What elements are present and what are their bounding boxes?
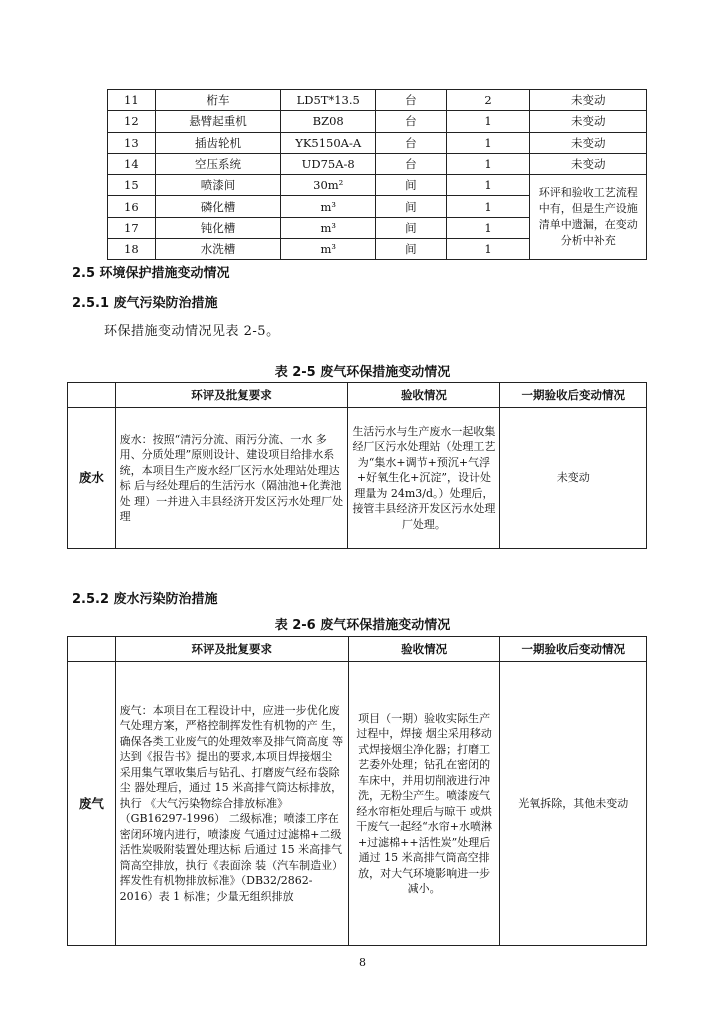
equipment-unit-cell: 台 [376,90,446,111]
paragraph: 环保措施变动情况见表 2-5。 [104,324,280,339]
equipment-note-cell: 未变动 [530,132,647,153]
equipment-no-cell: 15 [108,175,156,196]
equipment-name-cell: 钝化槽 [155,217,281,238]
table-row [108,175,647,196]
equipment-qty-cell: 1 [446,132,530,153]
equipment-qty-cell: 1 [446,175,530,196]
equipment-unit-cell: 间 [376,196,446,217]
category-cell: 废水 [68,408,116,549]
equipment-no-cell: 14 [108,153,156,174]
section-heading-2-5-2: 2.5.2 废水污染防治措施 [72,592,218,607]
equipment-note-cell: 未变动 [530,111,647,132]
header-cell: 环评及批复要求 [115,383,348,408]
equipment-model-cell: BZ08 [281,111,376,132]
equipment-no-cell: 13 [108,132,156,153]
equipment-no-cell: 16 [108,196,156,217]
table-caption-2-6: 表 2-6 废气环保措施变动情况 [274,618,451,633]
equipment-name-cell: 悬臂起重机 [155,111,281,132]
equipment-merged-note-cell: 环评和验收工艺流程中有，但是生产设施清单中遗漏，在变动分析中补充 [530,175,647,260]
equipment-no-cell: 11 [108,90,156,111]
requirement-cell: 废气：本项目在工程设计中，应进一步优化废气处理方案，严格控制挥发性有机物的产 生，确保各类工业废气的处理效率及排气筒高度 等达到《报告书》提出的要求,本项目焊接烟尘 采用集气罩收集后与钻孔、打磨废气经布袋除尘 器处理后，通过 15 米高排气筒达标排放，执行 《大气污染物综合排放标准》（GB16297-1996） 二级标准；喷漆工序在密闭环境内进行，喷漆废 气通过过滤棉+二级活性炭吸附装置处理达标 后通过 15 米高排气筒高空排放，执行《表面涂 装（汽车制造业）挥发性有机物排放标准》（DB32/2862-2016）表 1 标准；少量无组织排放 [115,662,348,946]
equipment-note-cell: 未变动 [530,90,647,111]
equipment-unit-cell: 间 [376,239,446,260]
table-header-row [68,383,647,408]
header-cell [68,637,116,662]
header-cell: 验收情况 [348,637,500,662]
table-row [108,90,647,111]
equipment-name-cell: 桁车 [155,90,281,111]
table-row [108,153,647,174]
equipment-unit-cell: 间 [376,175,446,196]
equipment-model-cell: LD5T*13.5 [281,90,376,111]
equipment-model-cell: UD75A-8 [281,153,376,174]
equipment-no-cell: 12 [108,111,156,132]
equipment-model-cell: 30m² [281,175,376,196]
table-row [108,132,647,153]
acceptance-cell: 生活污水与生产废水一起收集经厂区污水处理站（处理工艺为“集水+调节+预沉+气浮+好氧生化+沉淀”，设计处理量为 24m3/d。）处理后，接管丰县经济开发区污水处理厂处理。 [348,408,500,549]
equipment-name-cell: 水洗槽 [155,239,281,260]
category-cell: 废气 [68,662,116,946]
header-cell: 一期验收后变动情况 [500,383,647,408]
equipment-qty-cell: 1 [446,196,530,217]
section-heading-2-5-1: 2.5.1 废气污染防治措施 [72,296,218,311]
table-row [68,662,647,946]
equipment-qty-cell: 1 [446,153,530,174]
equipment-model-cell: YK5150A-A [281,132,376,153]
equipment-name-cell: 喷漆间 [155,175,281,196]
equipment-no-cell: 17 [108,217,156,238]
requirement-cell: 废水：按照“清污分流、雨污分流、一水 多用、分质处理”原则设计、建设项目给排水系 统，本项目生产废水经厂区污水处理站处理达标 后与经处理后的生活污水（隔油池+化粪池处 理）一并进入丰县经济开发区污水处理厂处理 [115,408,348,549]
equipment-no-cell: 18 [108,239,156,260]
table-2-5 [67,382,647,549]
equipment-qty-cell: 1 [446,217,530,238]
equipment-unit-cell: 间 [376,217,446,238]
table-header-row [68,637,647,662]
equipment-unit-cell: 台 [376,111,446,132]
equipment-name-cell: 插齿轮机 [155,132,281,153]
equipment-table [107,89,647,260]
table-row [108,111,647,132]
equipment-name-cell: 空压系统 [155,153,281,174]
table-caption-2-5: 表 2-5 废气环保措施变动情况 [274,365,451,380]
equipment-model-cell: m³ [281,217,376,238]
header-cell: 一期验收后变动情况 [500,637,647,662]
equipment-qty-cell: 2 [446,90,530,111]
section-heading-2-5: 2.5 环境保护措施变动情况 [72,266,230,281]
equipment-model-cell: m³ [281,196,376,217]
header-cell: 环评及批复要求 [115,637,348,662]
equipment-model-cell: m³ [281,239,376,260]
equipment-qty-cell: 1 [446,239,530,260]
equipment-unit-cell: 台 [376,132,446,153]
table-2-6 [67,636,647,946]
header-cell: 验收情况 [348,383,500,408]
acceptance-cell: 项目（一期）验收实际生产过程中，焊接 烟尘采用移动式焊接烟尘净化器；打磨工艺委外处理；钻孔在密闭的车床中，并用切削液进行冲洗，无粉尘产生。喷漆废气经水帘柜处理后与晾干 或烘干废气一起经“水帘+水喷淋+过滤棉++活性炭”处理后通过 15 米高排气筒高空排放，对大气环境影响进一步减小。 [348,662,500,946]
change-cell: 未变动 [500,408,647,549]
header-cell [68,383,116,408]
change-cell: 光氧拆除，其他未变动 [500,662,647,946]
equipment-name-cell: 磷化槽 [155,196,281,217]
equipment-unit-cell: 台 [376,153,446,174]
page-number: 8 [359,956,366,969]
equipment-qty-cell: 1 [446,111,530,132]
equipment-note-cell: 未变动 [530,153,647,174]
table-row [68,408,647,549]
